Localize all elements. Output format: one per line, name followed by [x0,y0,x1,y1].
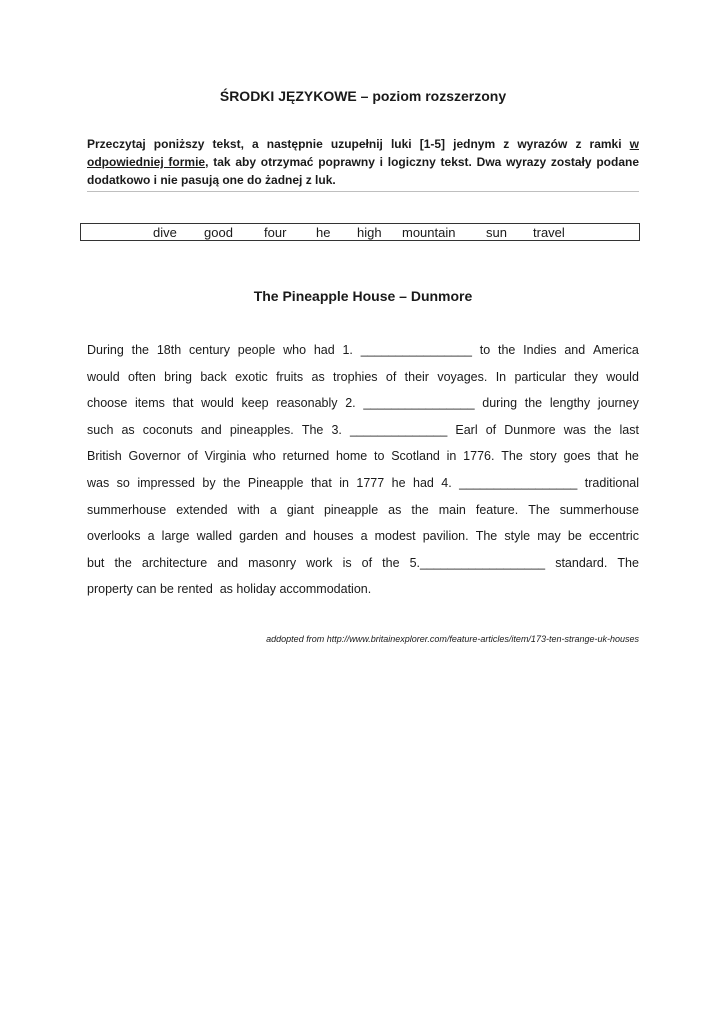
word-box-item: good [204,225,233,240]
word-box-item: mountain [402,225,456,240]
word-box-item: he [316,225,331,240]
page-title: ŚRODKI JĘZYKOWE – poziom rozszerzony [219,88,507,104]
instruction-text-1: Przeczytaj poniższy tekst, a następnie uzupełnij luki [1-5] jednym z wyrazów z ramki [87,137,630,151]
article-text [87,337,639,603]
article-line: but the architecture and masonry work is of the 5.__________________ standard. The [87,555,639,570]
task-instruction [87,135,639,192]
article-line: was so impressed by the Pineapple that in 1777 he had 4. _________________ traditional [87,475,639,490]
article-line: such as coconuts and pineapples. The 3. ______________ Earl of Dunmore was the last [87,422,639,437]
instruction-underlined-text: w odpowiedniej formie [87,137,639,169]
word-box-item: sun [486,225,507,240]
word-box-item: travel [533,225,565,240]
article-line: choose items that would keep reasonably 2. ________________ during the lengthy journey [87,396,639,411]
article-heading: The Pineapple House – Dunmore [253,288,473,304]
article-line: British Governor of Virginia who returned home to Scotland in 1776. The story goes that he [87,449,639,464]
article-line: would often bring back exotic fruits as trophies of their voyages. In particular they would [87,369,639,384]
word-box-item: four [264,225,287,240]
article-line: overlooks a large walled garden and houses a modest pavilion. The style may be eccentric [87,529,639,544]
word-box-item: high [357,225,382,240]
article-line: summerhouse extended with a giant pineapple as the main feature. The summerhouse [87,502,639,517]
word-box-item: dive [153,225,177,240]
article-line: property can be rented as holiday accommodation. [87,582,372,597]
instruction-text-2: , tak aby otrzymać poprawny i logiczny tekst. Dwa wyrazy zostały podane dodatkowo i nie pasują one do żadnej z luk. [87,155,640,187]
word-box [80,223,640,241]
source-credit: addopted from http://www.britainexplorer.com/feature-articles/item/173-ten-strange-uk-houses [266,634,639,644]
article-line: During the 18th century people who had 1. ________________ to the Indies and America [87,343,639,357]
